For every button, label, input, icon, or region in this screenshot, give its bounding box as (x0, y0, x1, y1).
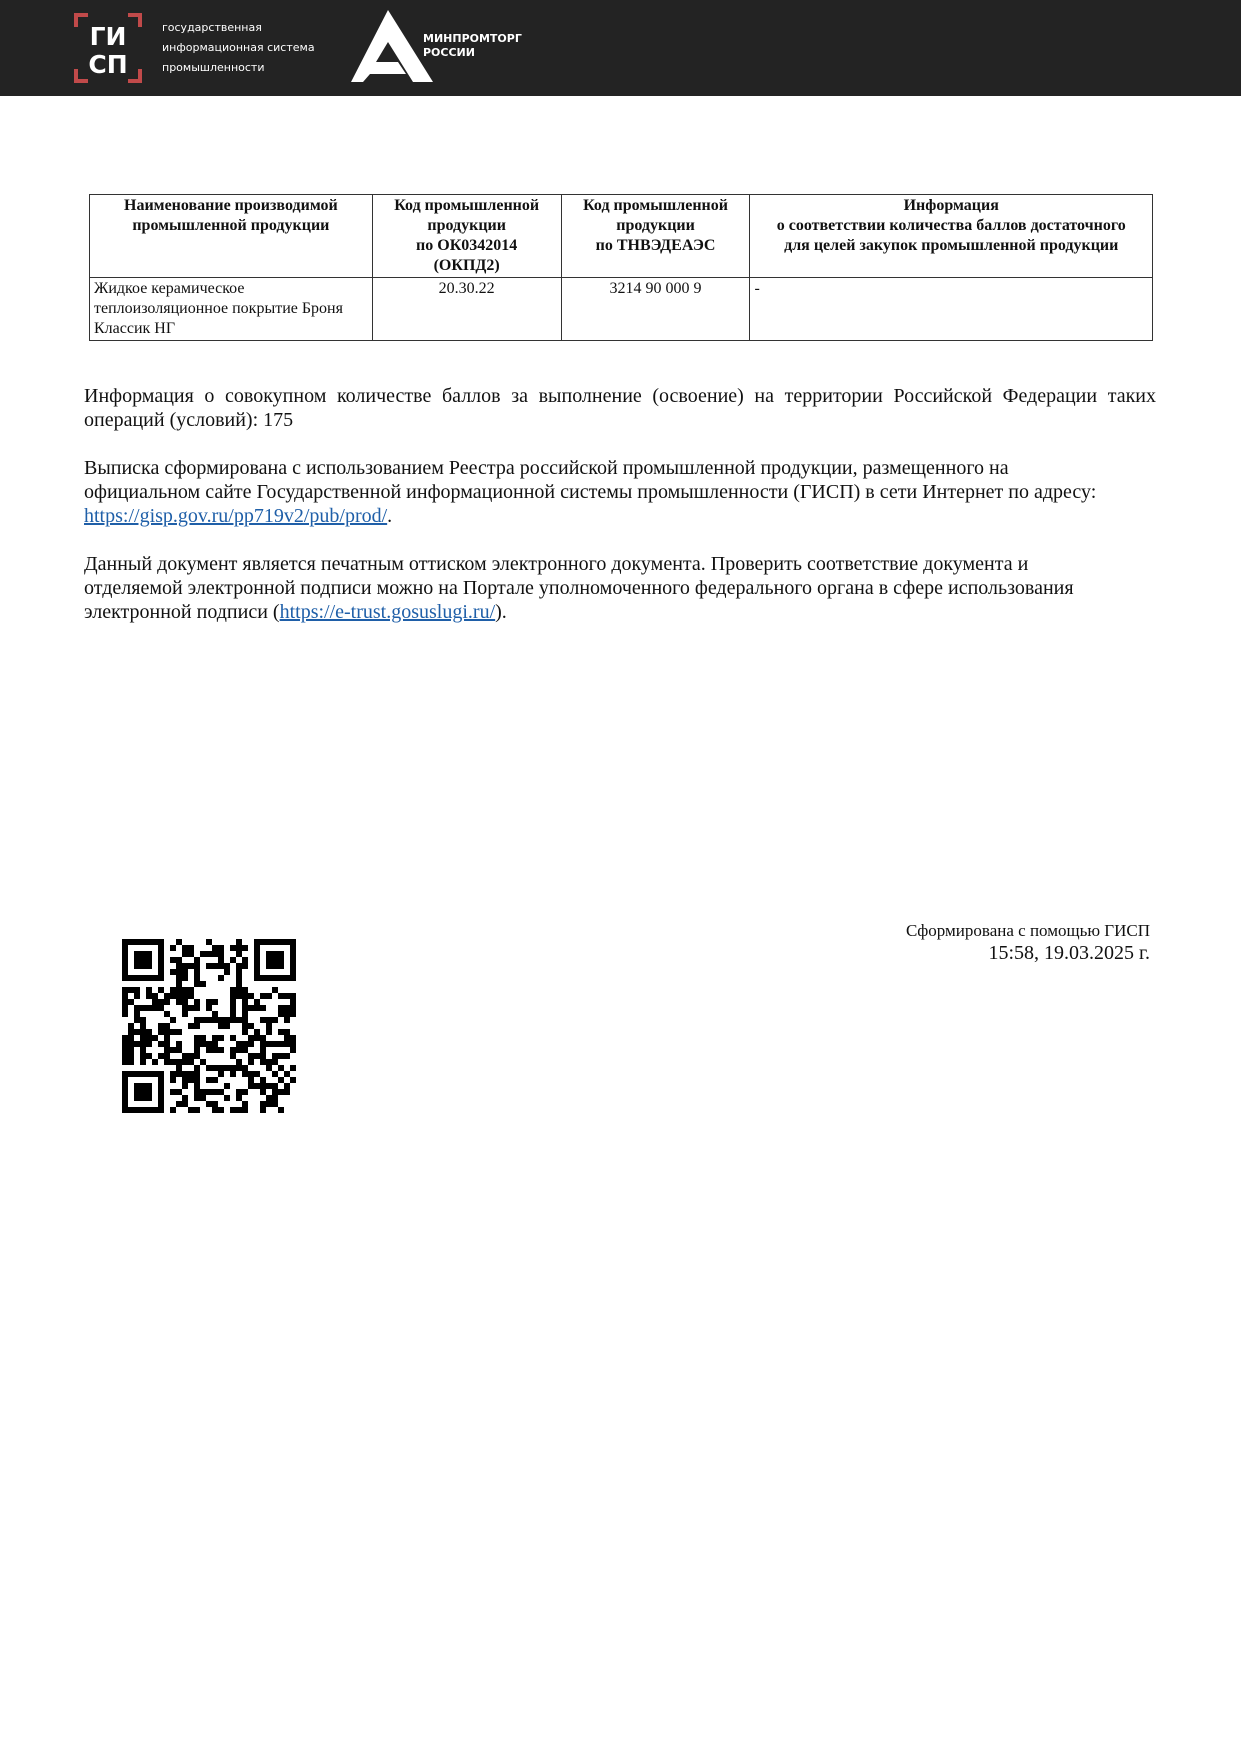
header-line: продукции (427, 217, 506, 234)
signature-end: ). (495, 601, 507, 623)
cell-product-name (90, 278, 373, 341)
gisp-logo-line2: СП (88, 50, 128, 79)
etrust-link[interactable]: https://e-trust.gosuslugi.ru/ (279, 601, 496, 623)
generated-timestamp: 15:58, 19.03.2025 г. (988, 942, 1150, 964)
generated-by: Сформирована с помощью ГИСП (905, 921, 1150, 940)
header-line: по ОК0342014 (416, 237, 518, 254)
cell-okpd2: 20.30.22 (372, 278, 561, 341)
ministry-logo (351, 10, 433, 82)
header-points-info (750, 195, 1153, 278)
header-line: промышленной продукции (132, 217, 330, 234)
cell-line: теплоизоляционное покрытие Броня (94, 300, 343, 317)
gisp-logo-line1: ГИ (89, 22, 127, 51)
table-row (90, 278, 1153, 341)
header-line: о соответствии количества баллов достаточного (776, 217, 1126, 234)
header-line: Код промышленной (394, 197, 540, 214)
registry-end: . (387, 505, 393, 527)
ministry-caption-line: РОССИИ (423, 46, 475, 59)
gisp-logo (74, 13, 142, 83)
cell-line: Классик НГ (94, 320, 176, 337)
points-paragraph: Информация о совокупном количестве баллов за выполнение (освоение) на территории Российской Федерации таких операций (условий): 175 (84, 385, 1156, 431)
product-table (89, 194, 1153, 341)
ministry-caption-line: МИНПРОМТОРГ (423, 32, 522, 45)
registry-line: Выписка сформирована с использованием Реестра российской промышленной продукции, размещенного на (84, 457, 1009, 479)
signature-line: отделяемой электронной подписи можно на Портале уполномоченного федерального органа в сфере использования (84, 577, 1074, 599)
header-bar (0, 0, 1241, 96)
cell-tnved: 3214 90 000 9 (561, 278, 750, 341)
registry-paragraph (84, 456, 1156, 528)
qr-code[interactable] (122, 939, 296, 1113)
header-line: по ТНВЭДЕАЭС (595, 237, 716, 254)
cell-line: Жидкое керамическое (94, 280, 245, 297)
ministry-caption (423, 32, 522, 60)
signature-paragraph (84, 552, 1156, 624)
cell-points-info: - (750, 278, 1153, 341)
header-line: продукции (616, 217, 695, 234)
gisp-caption-line: промышленности (162, 61, 265, 74)
gisp-caption-line: государственная (162, 21, 262, 34)
signature-line: электронной подписи ( (84, 601, 280, 623)
header-line: для целей закупок промышленной продукции (784, 237, 1119, 254)
registry-line: официальном сайте Государственной информационной системы промышленности (ГИСП) в сети Интернет по адресу: (84, 481, 1097, 503)
header-okpd2-code (372, 195, 561, 278)
registry-link[interactable]: https://gisp.gov.ru/pp719v2/pub/prod/ (84, 505, 388, 527)
header-tnved-code (561, 195, 750, 278)
table-header-row (90, 195, 1153, 278)
header-product-name (90, 195, 373, 278)
header-line: Информация (903, 197, 999, 214)
header-line: (ОКПД2) (433, 257, 500, 274)
signature-line: Данный документ является печатным оттиском электронного документа. Проверить соответствие документа и (84, 553, 1029, 575)
header-line: Код промышленной (583, 197, 728, 214)
gisp-caption-line: информационная система (162, 41, 315, 54)
gisp-caption (162, 18, 315, 78)
header-line: Наименование производимой (124, 197, 338, 214)
